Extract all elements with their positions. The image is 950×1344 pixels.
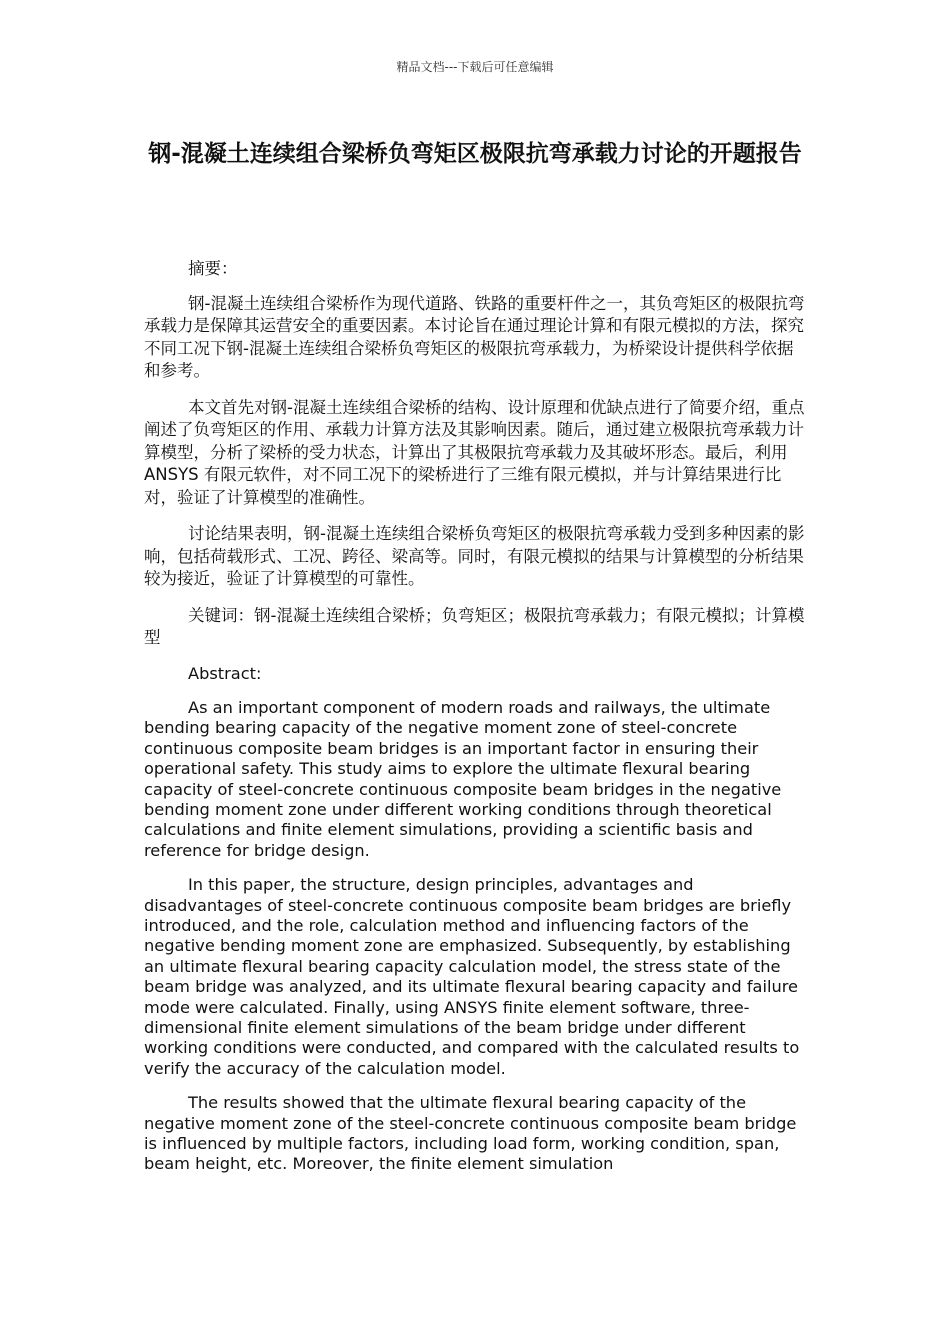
abstract-zh-paragraph-1: 钢-混凝土连续组合梁桥作为现代道路、铁路的重要杆件之一，其负弯矩区的极限抗弯承载力是保障其运营安全的重要因素。本讨论旨在通过理论计算和有限元模拟的方法，探究不同工况下钢-混凝土连续组合梁桥负弯矩区的极限抗弯承载力，为桥梁设计提供科学依据和参考。	[144, 293, 805, 380]
abstract-en-paragraph-2: In this paper, the structure, design principles, advantages and disadvantages of steel-concrete continuous composite beam bridges are briefly introduced, and the role, calculation method and influencing factors of the negative bending moment zone are emphasized. Subsequently, by establishing an ultimate flexural bearing capacity calculation model, the stress state of the beam bridge was analyzed, and its ultimate flexural bearing capacity and failure mode were calculated. Finally, using ANSYS finite element software, three-dimensional finite element simulations of the beam bridge under different working conditions were conducted, and compared with the calculated results to verify the accuracy of the calculation model.	[144, 875, 800, 1078]
document-title: 钢-混凝土连续组合梁桥负弯矩区极限抗弯承载力讨论的开题报告	[148, 141, 802, 167]
abstract-en-label: Abstract:	[188, 663, 262, 683]
document-body	[144, 258, 806, 1175]
abstract-zh-paragraph-3: 讨论结果表明，钢-混凝土连续组合梁桥负弯矩区的极限抗弯承载力受到多种因素的影响，包括荷载形式、工况、跨径、梁高等。同时，有限元模拟的结果与计算模型的分析结果较为接近，验证了计算模型的可靠性。	[144, 524, 805, 588]
abstract-en-paragraph-3: The results showed that the ultimate flexural bearing capacity of the negative moment zone of the steel-concrete continuous composite beam bridge is influenced by multiple factors, including load form, working condition, span, beam height, etc. Moreover, the finite element simulation	[144, 1093, 797, 1174]
page-header-note: 精品文档---下载后可任意编辑	[396, 60, 554, 74]
abstract-zh-label: 摘要：	[188, 259, 238, 278]
keywords-zh: 关键词：钢-混凝土连续组合梁桥；负弯矩区；极限抗弯承载力；有限元模拟；计算模型	[144, 605, 805, 647]
abstract-zh-paragraph-2: 本文首先对钢-混凝土连续组合梁桥的结构、设计原理和优缺点进行了简要介绍，重点阐述了负弯矩区的作用、承载力计算方法及其影响因素。随后，通过建立极限抗弯承载力计算模型，分析了梁桥的受力状态，计算出了其极限抗弯承载力及其破坏形态。最后，利用 ANSYS 有限元软件，对不同工况下的梁桥进行了三维有限元模拟，并与计算结果进行比对，验证了计算模型的准确性。	[144, 397, 805, 507]
abstract-en-paragraph-1: As an important component of modern roads and railways, the ultimate bending bearing capacity of the negative moment zone of steel-concrete continuous composite beam bridges is an important factor in ensuring their operational safety. This study aims to explore the ultimate flexural bearing capacity of steel-concrete continuous composite beam bridges in the negative bending moment zone under different working conditions through theoretical calculations and finite element simulations, providing a scientific basis and reference for bridge design.	[144, 697, 782, 860]
